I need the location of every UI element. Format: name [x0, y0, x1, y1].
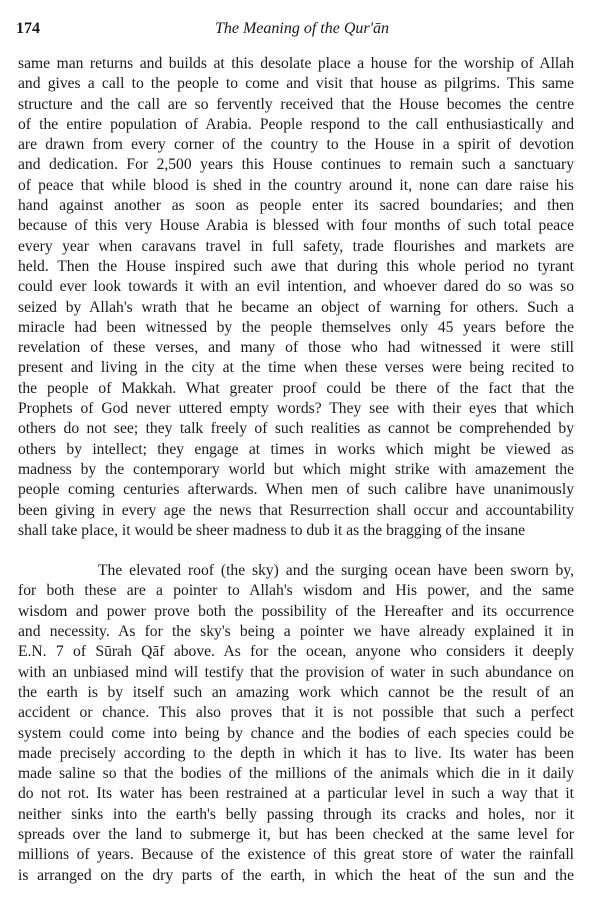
text-line: could ever look towards it with an evil intention, and whoever dared do so was so [18, 278, 574, 296]
text-line: Prophets of God never uttered empty words? They see with their eyes that which [18, 400, 574, 418]
text-line: the people of Makkah. What greater proof could be there of the fact that the [18, 379, 574, 397]
text-line: same man returns and builds at this desolate place a house for the worship of Allah [18, 55, 574, 72]
text-line: wisdom and power prove both the possibility of the Hereafter and its occurrence [18, 602, 574, 620]
text-line: of peace that while blood is shed in the country around it, none can dare raise his [18, 176, 574, 194]
text-line: others do not see; they talk freely of such realities as cannot be comprehended by [18, 420, 574, 438]
text-line: made saline so that the bodies of the millions of the animals which die in it daily [18, 765, 574, 783]
text-line: system could come into being by chance and the bodies of each species could be [18, 724, 574, 742]
text-line: spreads over the land to submerge it, but has been checked at the same level for [18, 825, 574, 843]
book-title: The Meaning of the Qur'ān [214, 20, 390, 37]
text-line: madness by the contemporary world but which might strike with amazement the [18, 460, 574, 478]
text-line: are drawn from every corner of the country to the House in a spirit of devotion [18, 136, 574, 154]
text-line: others by intellect; they engage at times in works which might be viewed as [18, 440, 574, 458]
text-line: hand against another as soon as people enter its sacred boundaries; and then [18, 197, 574, 215]
paragraph [18, 561, 574, 886]
text-line: every year when caravans travel in full safety, trade flourishes and markets are [18, 237, 574, 255]
text-line: E.N. 7 of Sūrah Qāf above. As for the ocean, anyone who considers it deeply [18, 643, 574, 661]
text-line: accident or chance. This also proves that it is not possible that such a perfect [18, 704, 574, 722]
text-line: The elevated roof (the sky) and the surging ocean have been sworn by, [98, 562, 574, 580]
text-line: revelation of these verses, and many of those who had witnessed it were still [18, 339, 574, 357]
text-line: shall take place, it would be sheer madness to dub it as the bragging of the insane [18, 521, 526, 539]
text-line: neither sinks into the earth's belly passing through its cracks and holes, nor it [18, 805, 574, 823]
text-line: millions of years. Because of the existence of this great store of water the rainfall [18, 846, 574, 864]
text-line: do not rot. Its water has been restrained at a particular level in such a way that it [18, 785, 574, 803]
paragraph [18, 54, 574, 541]
text-line: with an unbiased mind will testify that the provision of water in such abundance on [18, 663, 574, 681]
text-line: seized by Allah's wrath that he became an object of warning for others. Such a [18, 298, 574, 316]
paragraph-gap [18, 541, 574, 561]
text-line: people coming centuries afterwards. When men of such calibre have unanimously [18, 481, 574, 499]
text-line: the earth is by itself such an amazing work which cannot be the result of an [18, 683, 574, 701]
text-line: because of this very House Arabia is blessed with four months of such total peace [18, 217, 574, 235]
text-line: miracle had been witnessed by the people themselves only 45 years before the [18, 318, 574, 336]
text-line: for both these are a pointer to Allah's wisdom and His power, and the same [18, 582, 574, 600]
text-line: held. Then the House inspired such awe that during this whole period no tyrant [18, 257, 574, 275]
running-head [16, 20, 588, 42]
text-line: been giving in every age the news that Resurrection shall occur and accountability [18, 501, 574, 519]
body-text [18, 54, 574, 886]
text-line: is arranged on the dry parts of the earth, in which the heat of the sun and the [18, 866, 574, 884]
text-line: of the entire population of Arabia. People respond to the call enthusiastically and [18, 115, 574, 133]
text-line: structure and the call are so fervently received that the House becomes the centre [18, 95, 574, 113]
text-line: and dedication. For 2,500 years this House continues to remain such a sanctuary [18, 156, 574, 174]
text-line: made precisely according to the depth in which it has to live. Its water has been [18, 744, 574, 762]
page-number: 174 [16, 20, 40, 37]
text-line: and gives a call to the people to come and visit that house as pilgrims. This same [18, 75, 574, 93]
text-line: and necessity. As for the sky's being a pointer we have already explained it in [18, 623, 574, 641]
text-line: present and living in the city at the time when these verses were being recited to [18, 359, 574, 377]
